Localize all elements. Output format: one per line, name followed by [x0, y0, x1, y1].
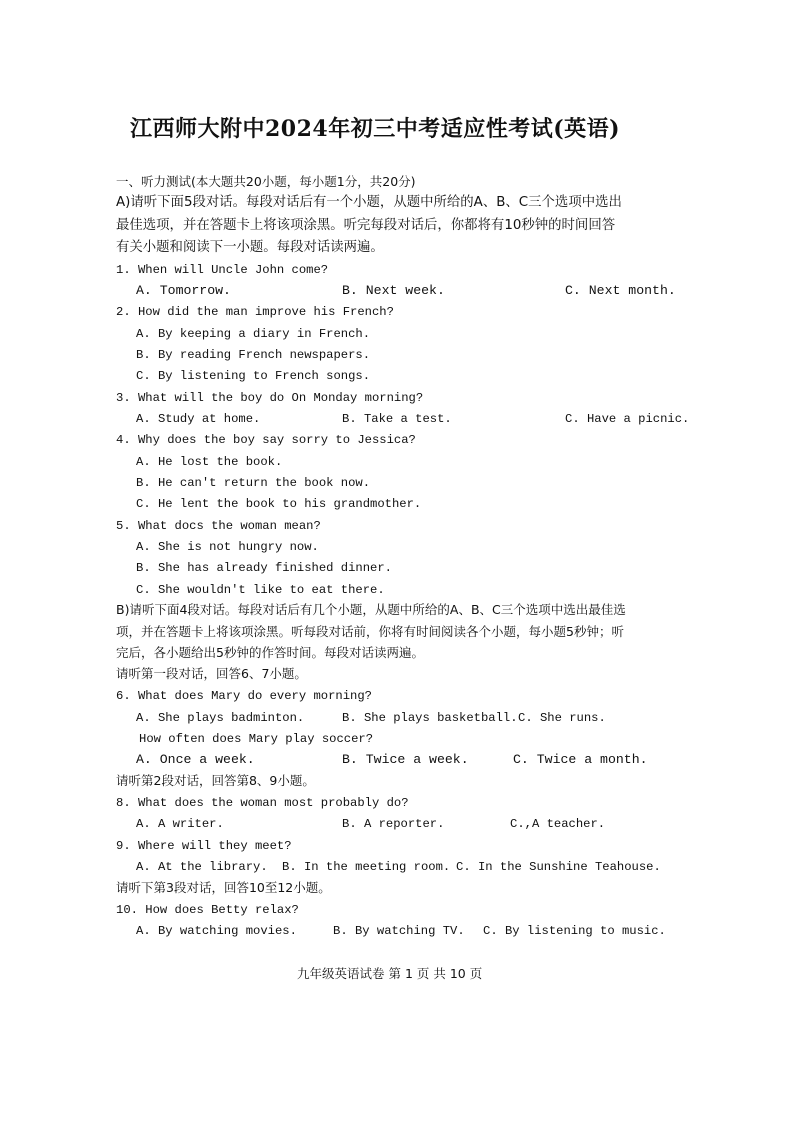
page-title: 江西师大附中2024年初三中考适应性考试(英语) [130, 116, 621, 142]
q7-option-c: C. Twice a month. [513, 752, 648, 767]
part1-heading: 一、听力测试(本大题共20小题，每小题1分，共20分) [116, 174, 416, 189]
section-b-line-2: 项，并在答题卡上将该项涂黑。听每段对话前，你将有时间阅读各个小题，每小题5秒钟；听 [116, 624, 624, 639]
q2-option-b: B. By reading French newspapers. [136, 348, 371, 362]
q9-option-b: B. In the meeting room. [282, 860, 451, 874]
q8-stem: 8. What does the woman most probably do? [116, 796, 409, 810]
section-b-line-1: B)请听下面4段对话。每段对话后有几个小题，从题中所给的A、B、C三个选项中选出最佳选 [116, 602, 626, 617]
q3-option-a: A. Study at home. [136, 412, 261, 426]
q7-stem: How often does Mary play soccer? [139, 732, 374, 746]
q7-option-a: A. Once a week. [136, 752, 255, 767]
q6-option-b: B. She plays basketball. [342, 711, 518, 725]
q4-option-c: C. He lent the book to his grandmother. [136, 497, 422, 511]
q5-option-b: B. She has already finished dinner. [136, 561, 392, 575]
q10-option-c: C. By listening to music. [483, 924, 666, 938]
section-b-line-3: 完后，各小题给出5秒钟的作答时间。每段对话读两遍。 [116, 645, 424, 660]
q2-option-a: A. By keeping a diary in French. [136, 327, 371, 341]
q10-option-a: A. By watching movies. [136, 924, 297, 938]
section-a-line-3: 有关小题和阅读下一小题。每段对话读两遍。 [116, 240, 384, 255]
q6-option-c: C. She runs. [518, 711, 606, 725]
q2-option-c: C. By listening to French songs. [136, 369, 371, 383]
q10-option-b: B. By watching TV. [333, 924, 465, 938]
dialog-1-instruction: 请听第一段对话，回答6、7小题。 [116, 666, 307, 681]
q8-option-c: C.,A teacher. [510, 817, 606, 831]
q5-stem: 5. What docs the woman mean? [116, 519, 321, 533]
q1-stem: 1. When will Uncle John come? [116, 263, 329, 277]
section-a-line-2: 最佳选项，并在答题卡上将该项涂黑。听完每段对话后，你都将有10秒钟的时间回答 [116, 218, 616, 233]
q10-stem: 10. How does Betty relax? [116, 903, 299, 917]
q5-option-c: C. She wouldn't like to eat there. [136, 583, 385, 597]
q3-option-b: B. Take a test. [342, 412, 452, 426]
q9-option-a: A. At the library. [136, 860, 268, 874]
q4-option-a: A. He lost the book. [136, 455, 283, 469]
q3-stem: 3. What will the boy do On Monday morning? [116, 391, 424, 405]
q1-option-a: A. Tomorrow. [136, 283, 231, 298]
q7-option-b: B. Twice a week. [342, 752, 469, 767]
page-footer: 九年级英语试卷 第 1 页 共 10 页 [297, 966, 483, 981]
q1-option-c: C. Next month. [565, 283, 676, 298]
q6-option-a: A. She plays badminton. [136, 711, 305, 725]
q3-option-c: C. Have a picnic. [565, 412, 690, 426]
q9-stem: 9. Where will they meet? [116, 839, 292, 853]
q1-option-b: B. Next week. [342, 283, 445, 298]
section-a-line-1: A)请听下面5段对话。每段对话后有一个小题，从题中所给的A、B、C三个选项中选出 [116, 195, 622, 210]
q4-option-b: B. He can't return the book now. [136, 476, 371, 490]
q9-option-c: C. In the Sunshine Teahouse. [456, 860, 661, 874]
dialog-3-instruction: 请听下第3段对话，回答10至12小题。 [116, 880, 331, 895]
q8-option-b: B. A reporter. [342, 817, 445, 831]
q5-option-a: A. She is not hungry now. [136, 540, 319, 554]
dialog-2-instruction: 请听第2段对话，回答第8、9小题。 [116, 773, 315, 788]
q2-stem: 2. How did the man improve his French? [116, 305, 394, 319]
q4-stem: 4. Why does the boy say sorry to Jessica? [116, 433, 416, 447]
q6-stem: 6. What does Mary do every morning? [116, 689, 372, 703]
q8-option-a: A. A writer. [136, 817, 224, 831]
